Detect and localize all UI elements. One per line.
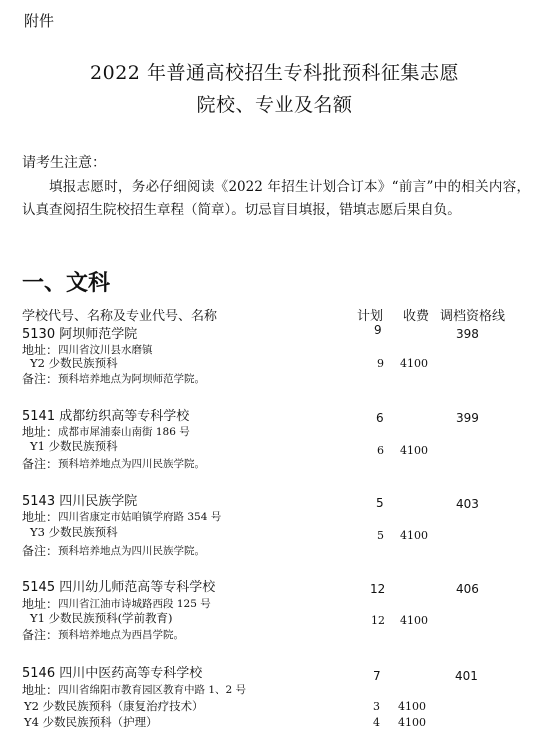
page-title: 2022 年普通高校招生专科批预科征集志愿 (90, 62, 459, 84)
school-min-score: 399 (456, 411, 479, 425)
remark-label: 备注： (22, 544, 59, 558)
notice-text: 填报志愿时，务必仔细阅读《2022 年招生计划合订本》“前言”中的相关内容，认真查阅招生院校招生章程（简章）。切忌盲目填报，错填志愿后果自负。 (22, 179, 530, 218)
program-plan: 6 (377, 444, 384, 457)
school-header: 5141 成都纺织高等专科学校 (22, 409, 190, 424)
section-title: 一、文科 (22, 271, 111, 296)
header-fee: 收费 (403, 309, 430, 324)
school-plan: 9 (374, 323, 382, 337)
school-header: 5130 阿坝师范学院 (22, 327, 138, 342)
school-plan: 12 (370, 582, 386, 596)
school-remark: 预科培养地点为四川民族学院。 (58, 458, 205, 470)
school-address: 四川省汶川县水磨镇 (58, 344, 153, 356)
program-plan: 9 (377, 357, 384, 370)
program-name: Y1 少数民族预科 (30, 439, 118, 453)
remark-label: 备注： (22, 628, 59, 642)
program-plan: 4 (373, 716, 380, 729)
header-plan: 计划 (357, 309, 384, 324)
school-remark: 预科培养地点为西昌学院。 (58, 629, 184, 641)
program-fee: 4100 (400, 529, 428, 542)
school-min-score: 398 (456, 327, 479, 341)
program-name: Y3 少数民族预科 (30, 525, 118, 539)
address-label: 地址： (22, 683, 59, 697)
program-name: Y2 少数民族预科 (30, 356, 118, 370)
program-plan: 5 (377, 529, 384, 542)
school-address: 四川省康定市姑咱镇学府路 354 号 (58, 511, 222, 523)
address-label: 地址： (22, 425, 59, 439)
school-plan: 6 (376, 411, 384, 425)
program-fee: 4100 (400, 357, 428, 370)
program-plan: 3 (373, 700, 380, 713)
school-min-score: 403 (456, 497, 479, 511)
page-subtitle: 院校、专业及名额 (196, 94, 353, 116)
program-plan: 12 (371, 614, 385, 627)
address-label: 地址： (22, 510, 59, 524)
address-label: 地址： (22, 597, 59, 611)
address-label: 地址： (22, 343, 59, 357)
school-remark: 预科培养地点为四川民族学院。 (58, 545, 205, 557)
school-header: 5143 四川民族学院 (22, 494, 138, 509)
header-code-name: 学校代号、名称及专业代号、名称 (22, 309, 218, 324)
school-address: 四川省江油市诗城路西段 125 号 (58, 598, 211, 610)
program-name: Y2 少数民族预科（康复治疗技术） (24, 699, 204, 713)
school-remark: 预科培养地点为阿坝师范学院。 (58, 373, 205, 385)
program-fee: 4100 (398, 700, 426, 713)
school-plan: 7 (373, 669, 381, 683)
program-name: Y4 少数民族预科（护理） (24, 715, 158, 729)
remark-label: 备注： (22, 372, 59, 386)
program-fee: 4100 (400, 614, 428, 627)
program-fee: 4100 (398, 716, 426, 729)
school-address: 成都市犀浦泰山南街 186 号 (58, 426, 190, 438)
school-header: 5145 四川幼儿师范高等专科学校 (22, 580, 216, 595)
notice-heading: 请考生注意： (22, 155, 106, 171)
program-fee: 4100 (400, 444, 428, 457)
program-name: Y1 少数民族预科(学前教育) (30, 611, 173, 625)
attachment-label: 附件 (24, 12, 55, 30)
school-min-score: 406 (456, 582, 479, 596)
school-plan: 5 (376, 496, 384, 510)
school-address: 四川省绵阳市教育园区教育中路 1、2 号 (58, 684, 247, 696)
remark-label: 备注： (22, 457, 59, 471)
header-min-score: 调档资格线 (440, 309, 506, 324)
school-header: 5146 四川中医药高等专科学校 (22, 666, 203, 681)
school-min-score: 401 (455, 669, 478, 683)
